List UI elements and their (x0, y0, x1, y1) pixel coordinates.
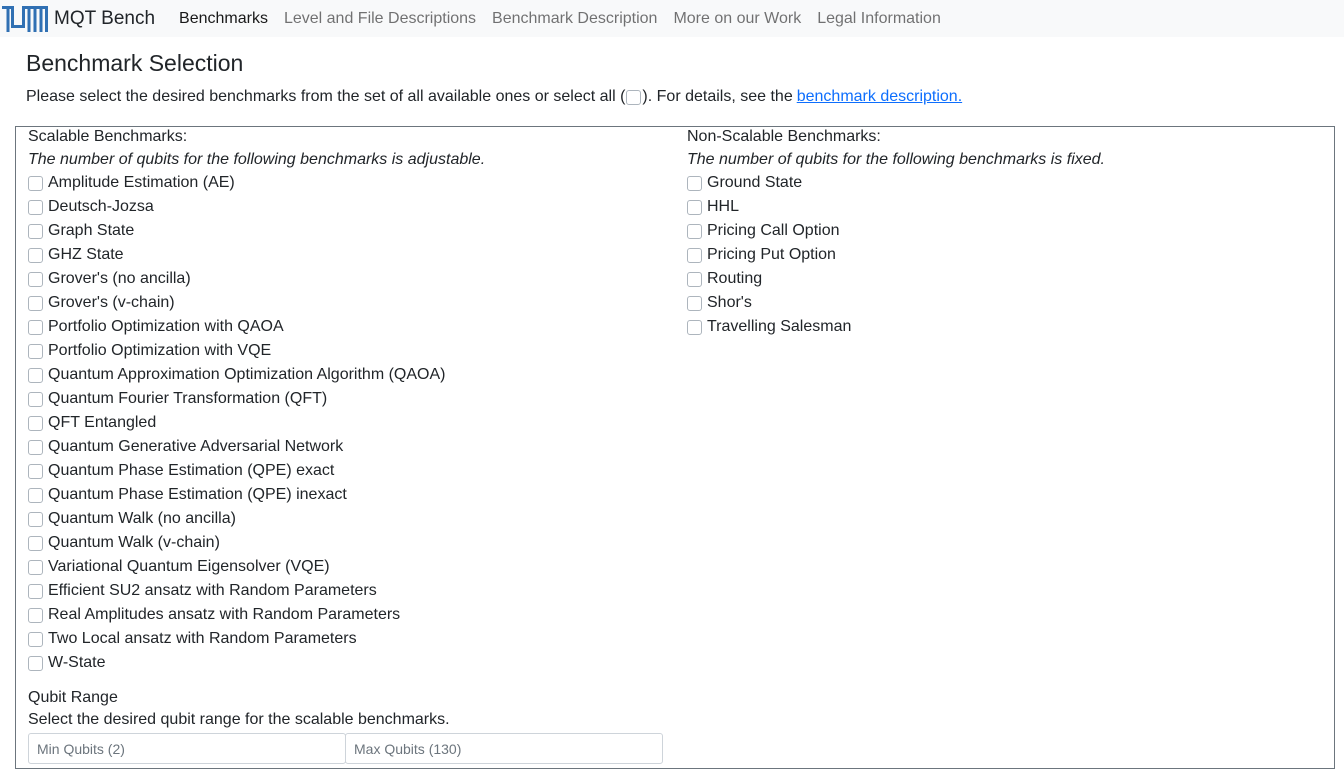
benchmark-checkbox[interactable] (28, 392, 43, 407)
benchmark-checkbox[interactable] (687, 248, 702, 263)
benchmark-checkbox[interactable] (28, 344, 43, 359)
benchmark-checkbox[interactable] (687, 296, 702, 311)
benchmark-checkbox[interactable] (28, 224, 43, 239)
benchmark-label[interactable]: Shor's (707, 294, 752, 311)
benchmark-label[interactable]: Travelling Salesman (707, 318, 852, 335)
nonscalable-heading: Non-Scalable Benchmarks: (687, 128, 881, 145)
benchmark-label[interactable]: Quantum Walk (no ancilla) (48, 510, 236, 527)
benchmark-checkbox[interactable] (687, 200, 702, 215)
benchmark-label[interactable]: Grover's (v-chain) (48, 294, 175, 311)
qubit-range-heading: Qubit Range (28, 689, 118, 706)
benchmark-label[interactable]: Quantum Phase Estimation (QPE) inexact (48, 486, 347, 503)
benchmark-label[interactable]: Pricing Put Option (707, 246, 836, 263)
scalable-subheading: The number of qubits for the following benchmarks is adjustable. (28, 151, 486, 168)
intro-after: ). For details, see the (642, 88, 793, 105)
benchmark-option-w-state[interactable] (28, 651, 668, 675)
benchmark-option-shor-s[interactable] (687, 291, 1327, 315)
benchmark-option-quantum-phase-estimation-qpe-inexact[interactable] (28, 483, 668, 507)
tum-logo-icon (2, 6, 48, 32)
benchmark-label[interactable]: Ground State (707, 174, 803, 191)
benchmark-label[interactable]: Two Local ansatz with Random Parameters (48, 630, 357, 647)
nav-benchmarks[interactable]: Benchmarks (179, 9, 268, 27)
brand-title: MQT Bench (54, 7, 156, 29)
benchmark-option-hhl[interactable] (687, 195, 1327, 219)
benchmark-label[interactable]: Deutsch-Jozsa (48, 198, 154, 215)
benchmark-option-travelling-salesman[interactable] (687, 315, 1327, 339)
benchmark-label[interactable]: W-State (48, 654, 106, 671)
benchmark-option-grover-s-v-chain[interactable] (28, 291, 668, 315)
benchmark-checkbox[interactable] (28, 368, 43, 383)
nonscalable-list (687, 171, 1327, 339)
brand-link[interactable] (0, 0, 179, 37)
benchmark-checkbox[interactable] (28, 656, 43, 671)
benchmark-checkbox[interactable] (687, 176, 702, 191)
benchmark-checkbox[interactable] (28, 176, 43, 191)
benchmark-checkbox[interactable] (687, 224, 702, 239)
benchmark-option-pricing-put-option[interactable] (687, 243, 1327, 267)
benchmark-checkbox[interactable] (28, 608, 43, 623)
benchmark-checkbox[interactable] (28, 560, 43, 575)
benchmark-checkbox[interactable] (687, 320, 702, 335)
benchmark-option-routing[interactable] (687, 267, 1327, 291)
benchmark-checkbox[interactable] (28, 584, 43, 599)
benchmark-label[interactable]: Quantum Generative Adversarial Network (48, 438, 344, 455)
benchmark-checkbox[interactable] (28, 536, 43, 551)
benchmark-label[interactable]: Quantum Phase Estimation (QPE) exact (48, 462, 335, 479)
intro-text (26, 88, 962, 106)
benchmark-label[interactable]: Graph State (48, 222, 135, 239)
benchmark-option-quantum-fourier-transformation-qft[interactable] (28, 387, 668, 411)
benchmark-option-two-local-ansatz-with-random-parameters[interactable] (28, 627, 668, 651)
benchmark-option-graph-state[interactable] (28, 219, 668, 243)
nav-legal-information[interactable]: Legal Information (817, 9, 941, 27)
benchmark-label[interactable]: QFT Entangled (48, 414, 157, 431)
benchmark-option-quantum-walk-no-ancilla[interactable] (28, 507, 668, 531)
benchmark-option-ghz-state[interactable] (28, 243, 668, 267)
benchmark-option-quantum-phase-estimation-qpe-exact[interactable] (28, 459, 668, 483)
nav-level-file-descriptions[interactable]: Level and File Descriptions (283, 9, 477, 27)
benchmark-label[interactable]: Routing (707, 270, 763, 287)
benchmark-option-amplitude-estimation-ae[interactable] (28, 171, 668, 195)
page-title: Benchmark Selection (26, 50, 244, 76)
benchmark-label[interactable]: Quantum Approximation Optimization Algorithm (QAOA) (48, 366, 446, 383)
benchmark-label[interactable]: Amplitude Estimation (AE) (48, 174, 235, 191)
benchmark-option-qft-entangled[interactable] (28, 411, 668, 435)
select-all-checkbox[interactable] (626, 90, 641, 105)
benchmark-option-grover-s-no-ancilla[interactable] (28, 267, 668, 291)
max-qubits-input[interactable] (345, 733, 663, 764)
benchmark-label[interactable]: Efficient SU2 ansatz with Random Parameters (48, 582, 377, 599)
benchmark-label[interactable]: Variational Quantum Eigensolver (VQE) (48, 558, 330, 575)
benchmark-option-quantum-approximation-optimization-algorithm-qaoa[interactable] (28, 363, 668, 387)
scalable-list (28, 171, 668, 675)
benchmark-checkbox[interactable] (28, 632, 43, 647)
benchmark-option-deutsch-jozsa[interactable] (28, 195, 668, 219)
benchmark-label[interactable]: Grover's (no ancilla) (48, 270, 191, 287)
benchmark-label[interactable]: HHL (707, 198, 740, 215)
benchmark-checkbox[interactable] (28, 200, 43, 215)
qubit-range-description: Select the desired qubit range for the scalable benchmarks. (28, 711, 450, 728)
benchmark-checkbox[interactable] (28, 296, 43, 311)
benchmark-option-quantum-walk-v-chain[interactable] (28, 531, 668, 555)
benchmark-checkbox[interactable] (28, 416, 43, 431)
scalable-column (28, 127, 668, 675)
benchmark-label[interactable]: Portfolio Optimization with VQE (48, 342, 272, 359)
nav-benchmark-description[interactable]: Benchmark Description (492, 9, 658, 27)
benchmark-option-quantum-generative-adversarial-network[interactable] (28, 435, 668, 459)
benchmark-label[interactable]: GHZ State (48, 246, 124, 263)
scalable-heading: Scalable Benchmarks: (28, 128, 188, 145)
nav-more-on-our-work[interactable]: More on our Work (673, 9, 802, 27)
benchmark-checkbox[interactable] (28, 272, 43, 287)
navbar (0, 0, 1344, 37)
benchmark-checkbox[interactable] (28, 488, 43, 503)
benchmark-option-efficient-su2-ansatz-with-random-parameters[interactable] (28, 579, 668, 603)
benchmark-option-ground-state[interactable] (687, 171, 1327, 195)
benchmark-label[interactable]: Quantum Walk (v-chain) (48, 534, 220, 551)
benchmark-checkbox[interactable] (687, 272, 702, 287)
benchmark-option-real-amplitudes-ansatz-with-random-parameters[interactable] (28, 603, 668, 627)
benchmark-description-link[interactable]: benchmark description. (796, 88, 963, 105)
benchmark-option-pricing-call-option[interactable] (687, 219, 1327, 243)
benchmark-label[interactable]: Quantum Fourier Transformation (QFT) (48, 390, 328, 407)
benchmark-option-portfolio-optimization-with-vqe[interactable] (28, 339, 668, 363)
benchmark-label[interactable]: Pricing Call Option (707, 222, 840, 239)
nonscalable-subheading: The number of qubits for the following benchmarks is fixed. (687, 151, 1105, 168)
benchmark-checkbox[interactable] (28, 248, 43, 263)
benchmark-checkbox[interactable] (28, 320, 43, 335)
benchmark-panel (15, 126, 1335, 769)
benchmark-checkbox[interactable] (28, 440, 43, 455)
min-qubits-input[interactable] (28, 733, 346, 764)
intro-before: Please select the desired benchmarks from the set of all available ones or select all ( (26, 88, 626, 105)
benchmark-label[interactable]: Real Amplitudes ansatz with Random Parameters (48, 606, 401, 623)
benchmark-option-variational-quantum-eigensolver-vqe[interactable] (28, 555, 668, 579)
nonscalable-column (687, 127, 1327, 339)
benchmark-checkbox[interactable] (28, 512, 43, 527)
benchmark-label[interactable]: Portfolio Optimization with QAOA (48, 318, 284, 335)
benchmark-checkbox[interactable] (28, 464, 43, 479)
benchmark-option-portfolio-optimization-with-qaoa[interactable] (28, 315, 668, 339)
